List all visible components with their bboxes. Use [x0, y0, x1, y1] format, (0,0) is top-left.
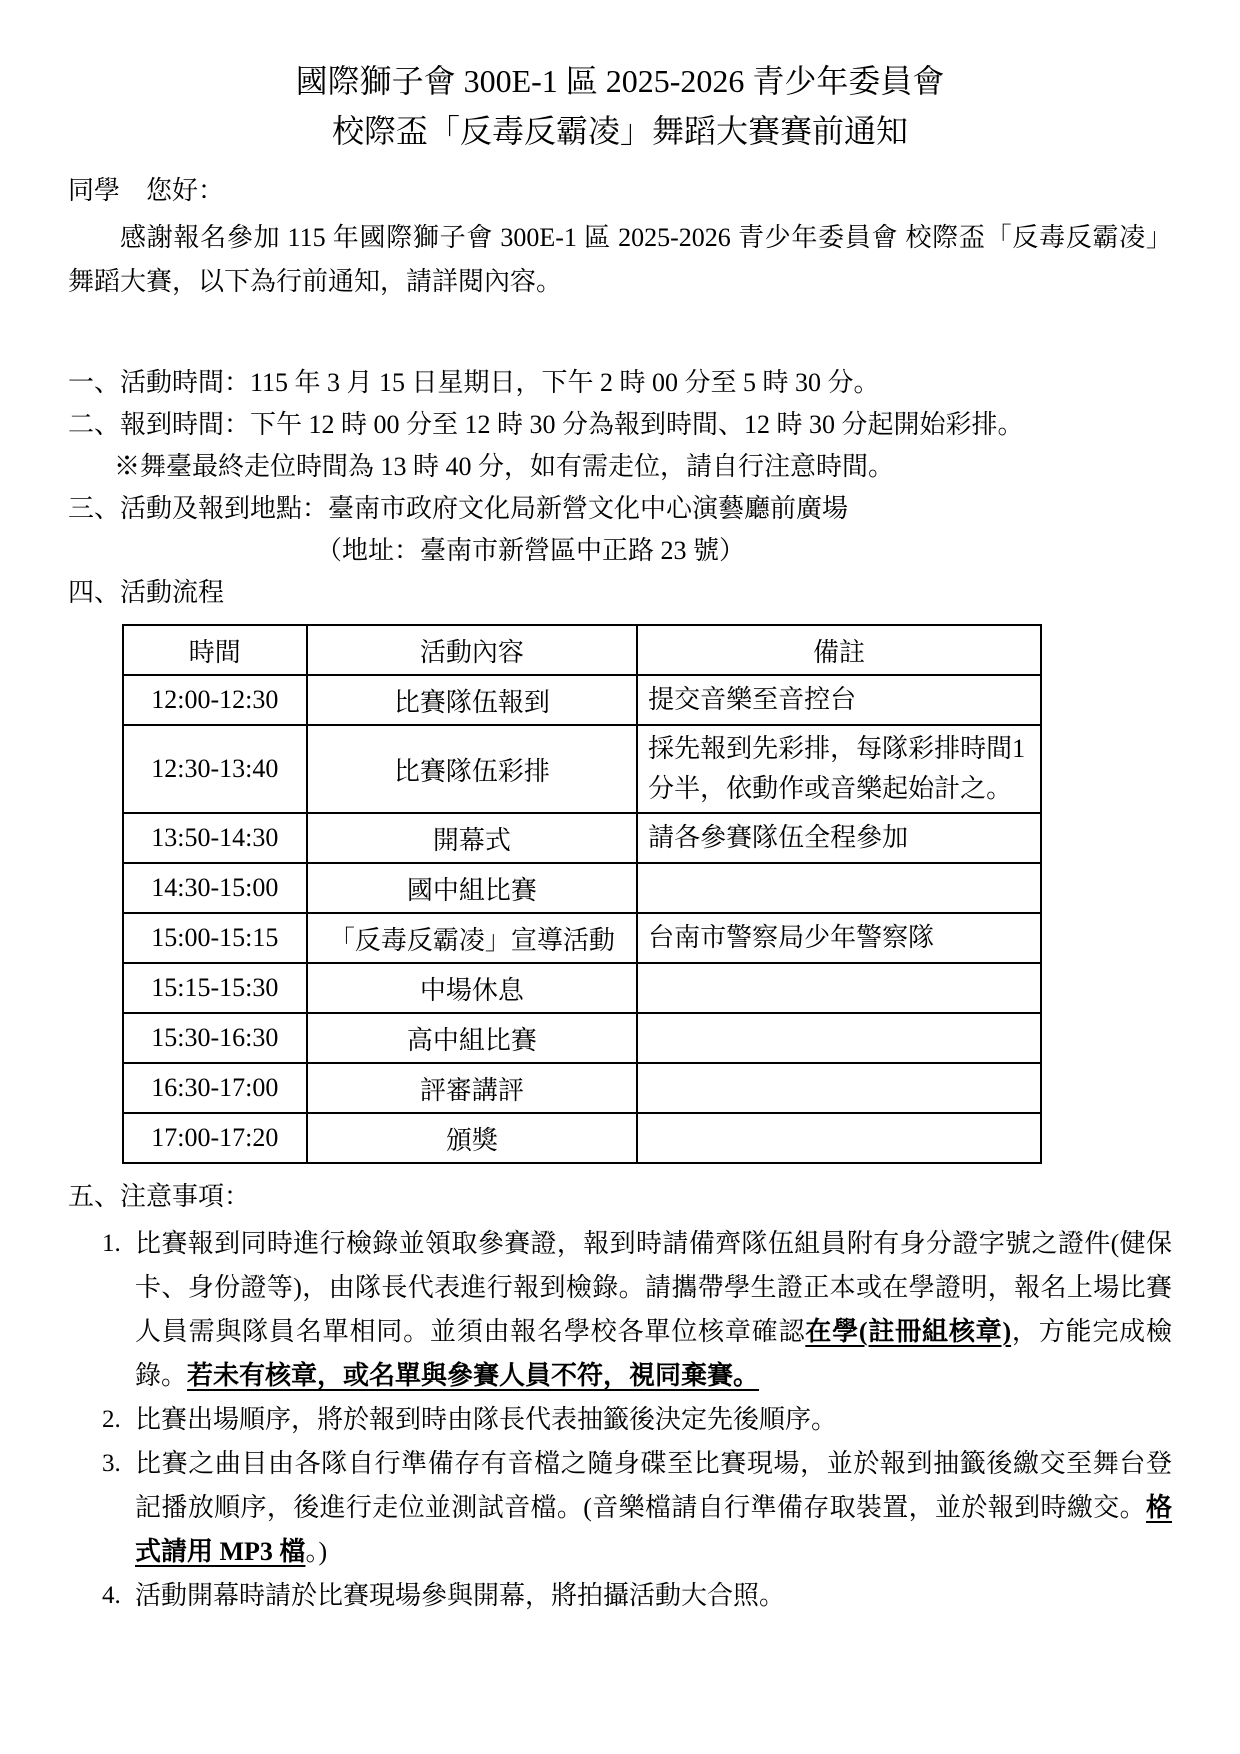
schedule-cell-activity: 評審講評	[307, 1063, 637, 1113]
schedule-cell-note: 採先報到先彩排，每隊彩排時間1分半，依動作或音樂起始計之。	[637, 725, 1041, 813]
schedule-cell-note: 提交音樂至音控台	[637, 675, 1041, 725]
note-text	[135, 1442, 1172, 1574]
schedule-cell-time: 12:30-13:40	[123, 725, 307, 813]
schedule-cell-activity: 比賽隊伍報到	[307, 675, 637, 725]
schedule-header-note: 備註	[637, 625, 1041, 675]
note-number: 4.	[102, 1582, 121, 1609]
section-location: 三、活動及報到地點：臺南市政府文化局新營文化中心演藝廳前廣場	[68, 494, 849, 523]
schedule-row	[123, 725, 1041, 813]
note-number: 2.	[102, 1406, 121, 1433]
section-event-time: 一、活動時間：115 年 3 月 15 日星期日，下午 2 時 00 分至 5 時 30 分。	[68, 368, 880, 397]
schedule-cell-note	[637, 1013, 1041, 1063]
note-text	[135, 1398, 1172, 1442]
schedule-cell-activity: 頒獎	[307, 1113, 637, 1163]
schedule-table	[122, 624, 1042, 1164]
text-segment: 比賽報到同時進行檢錄並領取參賽證，報到時請備齊隊伍組員附有身分證字號之證件(健保卡、身份證等)，由隊長代表進行報到檢錄。請攜帶學生證正本或在學證明，報名上場比賽人員需與隊員名單相同。並須由報名學校各單位核章確認	[135, 1229, 1172, 1346]
schedule-cell-time: 14:30-15:00	[123, 863, 307, 913]
note-item	[102, 1398, 1172, 1442]
schedule-row	[123, 1063, 1041, 1113]
text-segment: 。)	[305, 1537, 328, 1566]
text-segment: 比賽之曲目由各隊自行準備存有音檔之隨身碟至比賽現場，並於報到抽籤後繳交至舞台登記播放順序，後進行走位並測試音檔。(音樂檔請自行準備存取裝置，並於報到時繳交。	[135, 1449, 1172, 1522]
schedule-row	[123, 863, 1041, 913]
schedule-row	[123, 1113, 1041, 1163]
note-text	[135, 1574, 1172, 1618]
text-segment: ，方能完成檢錄。	[135, 1317, 1172, 1390]
schedule-cell-note: 台南市警察局少年警察隊	[637, 913, 1041, 963]
schedule-header-activity: 活動內容	[307, 625, 637, 675]
text-segment: 在學(註冊組核章)	[805, 1317, 1012, 1346]
schedule-header-time: 時間	[123, 625, 307, 675]
title-line-2: 校際盃「反毒反霸凌」舞蹈大賽賽前通知	[331, 113, 908, 149]
note-item	[102, 1222, 1172, 1398]
note-item	[102, 1442, 1172, 1574]
schedule-cell-activity: 比賽隊伍彩排	[307, 725, 637, 813]
greeting-text: 同學 您好：	[68, 176, 225, 205]
schedule-cell-activity: 中場休息	[307, 963, 637, 1013]
title-line-1: 國際獅子會 300E-1 區 2025-2026 青少年委員會	[295, 63, 945, 99]
section-checkin-time: 二、報到時間：下午 12 時 00 分至 12 時 30 分為報到時間、12 時 30 分起開始彩排。	[68, 410, 1024, 439]
schedule-cell-activity: 高中組比賽	[307, 1013, 637, 1063]
schedule-cell-activity: 國中組比賽	[307, 863, 637, 913]
page-title	[68, 56, 1172, 156]
schedule-row	[123, 913, 1041, 963]
schedule-cell-time: 15:15-15:30	[123, 963, 307, 1013]
schedule-row	[123, 1013, 1041, 1063]
schedule-cell-activity: 開幕式	[307, 813, 637, 863]
schedule-cell-note	[637, 1113, 1041, 1163]
section-address: （地址：臺南市新營區中正路 23 號）	[316, 536, 746, 565]
note-item	[102, 1574, 1172, 1618]
sections-block	[68, 362, 1172, 614]
intro-paragraph: 感謝報名參加 115 年國際獅子會 300E-1 區 2025-2026 青少年委員會 校際盃「反毒反霸凌」舞蹈大賽，以下為行前通知，請詳閱內容。	[68, 223, 1172, 296]
section-stage-note: ※舞臺最終走位時間為 13 時 40 分，如有需走位，請自行注意時間。	[114, 452, 895, 481]
schedule-cell-note	[637, 1063, 1041, 1113]
schedule-cell-note: 請各參賽隊伍全程參加	[637, 813, 1041, 863]
schedule-cell-time: 15:00-15:15	[123, 913, 307, 963]
schedule-cell-note	[637, 963, 1041, 1013]
schedule-cell-activity: 「反毒反霸凌」宣導活動	[307, 913, 637, 963]
note-number: 3.	[102, 1450, 121, 1477]
schedule-cell-time: 15:30-16:30	[123, 1013, 307, 1063]
notes-list	[68, 1222, 1172, 1618]
text-segment: 若未有核章，或名單與參賽人員不符，視同棄賽。	[187, 1361, 760, 1390]
text-segment: 格式請用 MP3 檔	[135, 1493, 1172, 1566]
schedule-header-row	[123, 625, 1041, 675]
note-number: 1.	[102, 1230, 121, 1257]
text-segment: 比賽出場順序，將於報到時由隊長代表抽籤後決定先後順序。	[135, 1405, 838, 1434]
text-segment: 活動開幕時請於比賽現場參與開幕，將拍攝活動大合照。	[135, 1581, 786, 1610]
schedule-cell-time: 12:00-12:30	[123, 675, 307, 725]
schedule-row	[123, 963, 1041, 1013]
schedule-cell-time: 16:30-17:00	[123, 1063, 307, 1113]
schedule-row	[123, 675, 1041, 725]
schedule-cell-time: 13:50-14:30	[123, 813, 307, 863]
schedule-cell-note	[637, 863, 1041, 913]
section-schedule-heading: 四、活動流程	[68, 578, 225, 607]
note-text	[135, 1222, 1172, 1398]
section-notes-heading: 五、注意事項：	[68, 1182, 251, 1211]
schedule-cell-time: 17:00-17:20	[123, 1113, 307, 1163]
schedule-row	[123, 813, 1041, 863]
